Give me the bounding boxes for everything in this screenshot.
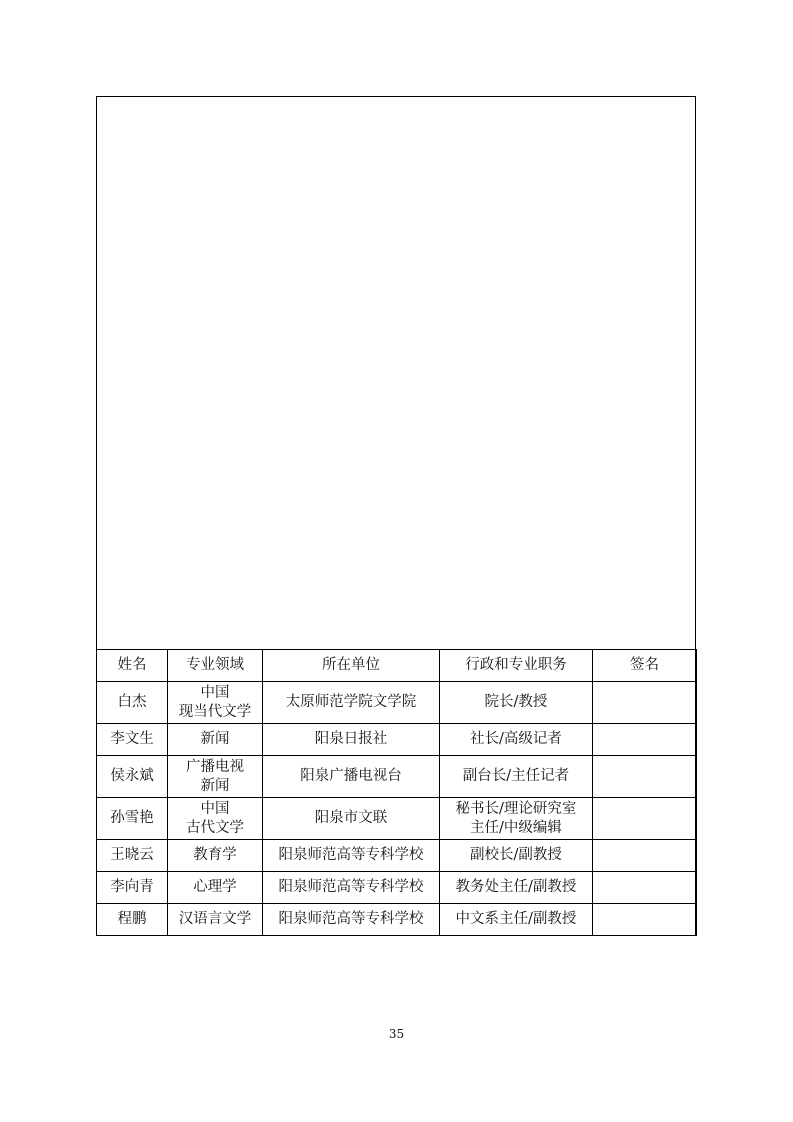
header-unit: 所在单位	[263, 650, 440, 682]
table-row	[97, 682, 697, 724]
cell-position: 副校长/副教授	[440, 840, 593, 872]
cell-position: 教务处主任/副教授	[440, 872, 593, 904]
cell-unit: 阳泉日报社	[263, 724, 440, 756]
field-line: 新闻	[200, 777, 230, 794]
cell-signature[interactable]	[593, 682, 697, 724]
header-position: 行政和专业职务	[440, 650, 593, 682]
cell-signature[interactable]	[593, 756, 697, 798]
cell-name: 侯永斌	[97, 756, 168, 798]
position-line: 主任/中级编辑	[470, 819, 562, 836]
header-field: 专业领域	[168, 650, 263, 682]
committee-members-table	[96, 649, 697, 936]
cell-position: 社长/高级记者	[440, 724, 593, 756]
cell-field	[168, 798, 263, 840]
table-row	[97, 840, 697, 872]
table-header-row	[97, 650, 697, 682]
cell-name: 李向青	[97, 872, 168, 904]
cell-signature[interactable]	[593, 872, 697, 904]
cell-unit: 阳泉广播电视台	[263, 756, 440, 798]
field-line: 中国	[200, 684, 230, 701]
cell-field	[168, 682, 263, 724]
cell-unit: 阳泉师范高等专科学校	[263, 840, 440, 872]
table-row	[97, 724, 697, 756]
cell-name: 孙雪艳	[97, 798, 168, 840]
cell-signature[interactable]	[593, 724, 697, 756]
cell-unit: 阳泉师范高等专科学校	[263, 904, 440, 936]
cell-position: 院长/教授	[440, 682, 593, 724]
form-frame	[96, 96, 696, 936]
cell-name: 李文生	[97, 724, 168, 756]
cell-name: 白杰	[97, 682, 168, 724]
table-row	[97, 872, 697, 904]
cell-name: 王晓云	[97, 840, 168, 872]
cell-position: 中文系主任/副教授	[440, 904, 593, 936]
header-signature: 签名	[593, 650, 697, 682]
cell-signature[interactable]	[593, 840, 697, 872]
field-line: 古代文学	[186, 819, 244, 836]
cell-name: 程鹏	[97, 904, 168, 936]
cell-position: 副台长/主任记者	[440, 756, 593, 798]
cell-field	[168, 756, 263, 798]
table-row	[97, 904, 697, 936]
cell-field: 教育学	[168, 840, 263, 872]
header-name: 姓名	[97, 650, 168, 682]
cell-unit: 太原师范学院文学院	[263, 682, 440, 724]
cell-unit: 阳泉师范高等专科学校	[263, 872, 440, 904]
cell-unit: 阳泉市文联	[263, 798, 440, 840]
field-line: 现当代文学	[178, 703, 252, 720]
cell-field: 心理学	[168, 872, 263, 904]
cell-signature[interactable]	[593, 798, 697, 840]
field-line: 广播电视	[186, 758, 244, 775]
blank-content-area	[97, 97, 695, 649]
field-line: 中国	[200, 800, 230, 817]
table-row	[97, 756, 697, 798]
table-row	[97, 798, 697, 840]
cell-position	[440, 798, 593, 840]
cell-signature[interactable]	[593, 904, 697, 936]
page-number: 35	[388, 1027, 405, 1041]
cell-field: 新闻	[168, 724, 263, 756]
cell-field: 汉语言文学	[168, 904, 263, 936]
position-line: 秘书长/理论研究室	[455, 800, 577, 817]
